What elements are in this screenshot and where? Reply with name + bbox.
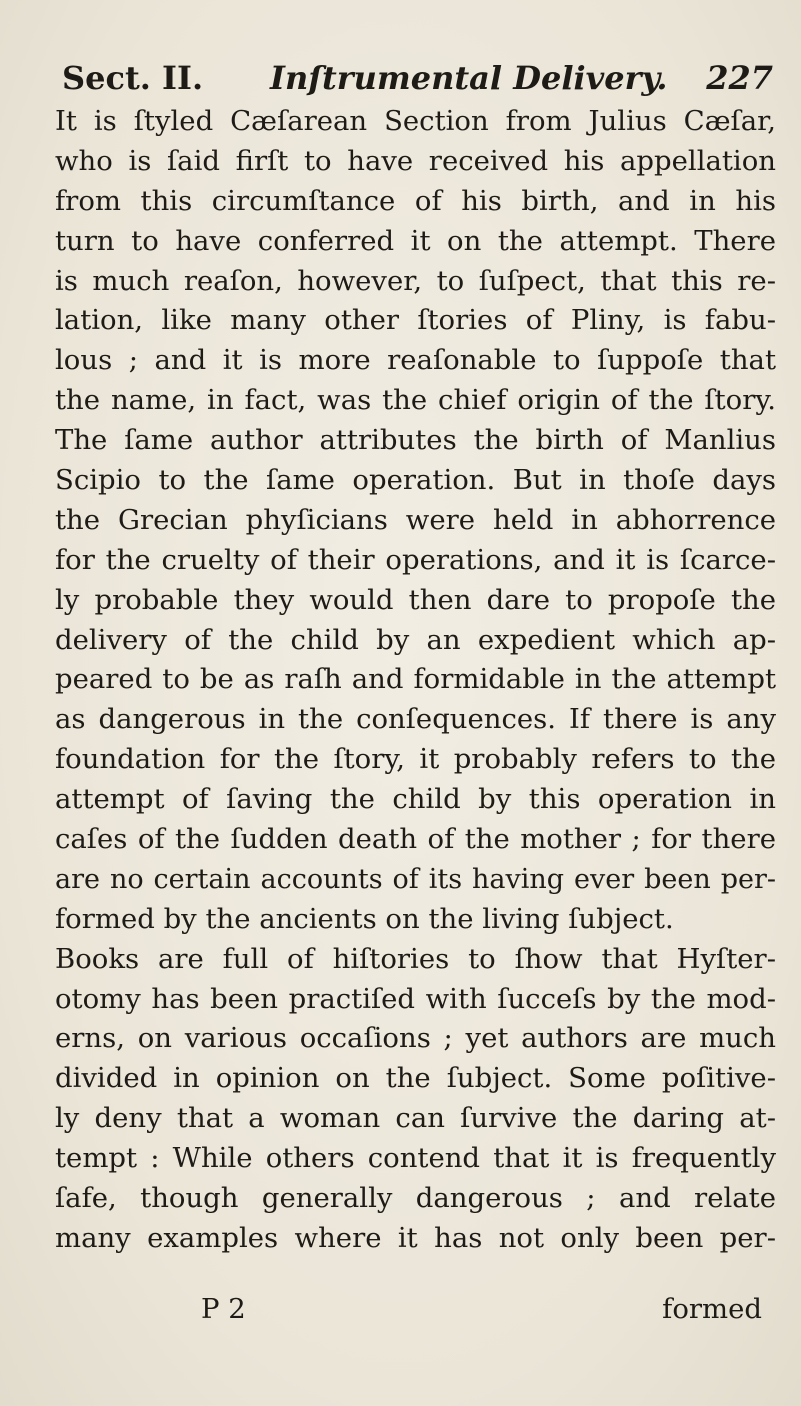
section-label: Sect. II.: [62, 59, 204, 97]
text-line: lous ; and it is more reaſonable to ſuppoſe that: [55, 344, 776, 377]
text-line: many examples where it has not only been per-: [55, 1221, 776, 1254]
text-line: divided in opinion on the ſubject. Some poſitive-: [55, 1062, 776, 1095]
text-line: erns, on various occaſions ; yet authors are much: [55, 1022, 776, 1055]
body-text: [55, 102, 776, 1259]
text-line: otomy has been practiſed with ſucceſs by the mod-: [55, 982, 776, 1015]
catchword: formed: [662, 1293, 762, 1325]
text-line: Books are full of hiſtories to ſhow that Hyſter-: [55, 942, 776, 975]
running-header: [62, 56, 773, 100]
text-line: from this circumſtance of his birth, and in his: [55, 184, 776, 217]
text-line: tempt : While others contend that it is frequently: [55, 1142, 776, 1175]
text-line: ly probable they would then dare to propoſe the: [55, 583, 776, 616]
text-line: lation, like many other ſtories of Pliny, is fabu-: [55, 304, 776, 337]
text-line: ſafe, though generally dangerous ; and relate: [55, 1182, 776, 1215]
text-line: the name, in fact, was the chief origin of the ſtory.: [55, 384, 776, 417]
page-number: 227: [706, 59, 773, 97]
text-line: It is ſtyled Cæſarean Section from Julius Cæſar,: [55, 105, 776, 137]
text-line: foundation for the ſtory, it probably refers to the: [55, 743, 776, 776]
text-line: turn to have conferred it on the attempt. There: [55, 224, 776, 257]
text-line: for the cruelty of their operations, and it is ſcarce-: [55, 543, 776, 576]
running-title: Inſtrumental Delivery.: [270, 59, 668, 97]
text-line: who is ſaid firſt to have received his appellation: [55, 144, 776, 177]
text-line: attempt of ſaving the child by this operation in: [55, 783, 776, 816]
text-line: formed by the ancients on the living ſubject.: [55, 902, 674, 935]
text-line: ly deny that a woman can ſurvive the daring at-: [55, 1102, 776, 1135]
text-line: peared to be as raſh and formidable in the attempt: [55, 663, 776, 696]
text-line: as dangerous in the conſequences. If there is any: [55, 703, 776, 736]
text-line: is much reaſon, however, to ſuſpect, that this re-: [55, 264, 776, 297]
text-line: the Grecian phyſicians were held in abhorrence: [55, 503, 776, 536]
text-line: The ſame author attributes the birth of Manlius: [55, 424, 776, 457]
text-line: delivery of the child by an expedient which ap-: [55, 623, 776, 656]
text-line: Scipio to the ſame operation. But in thoſe days: [55, 464, 776, 497]
text-line: caſes of the ſudden death of the mother ; for there: [55, 823, 776, 856]
page-footer: [55, 1289, 776, 1329]
signature-mark: P 2: [201, 1293, 246, 1325]
text-line: are no certain accounts of its having ever been per-: [55, 863, 776, 895]
